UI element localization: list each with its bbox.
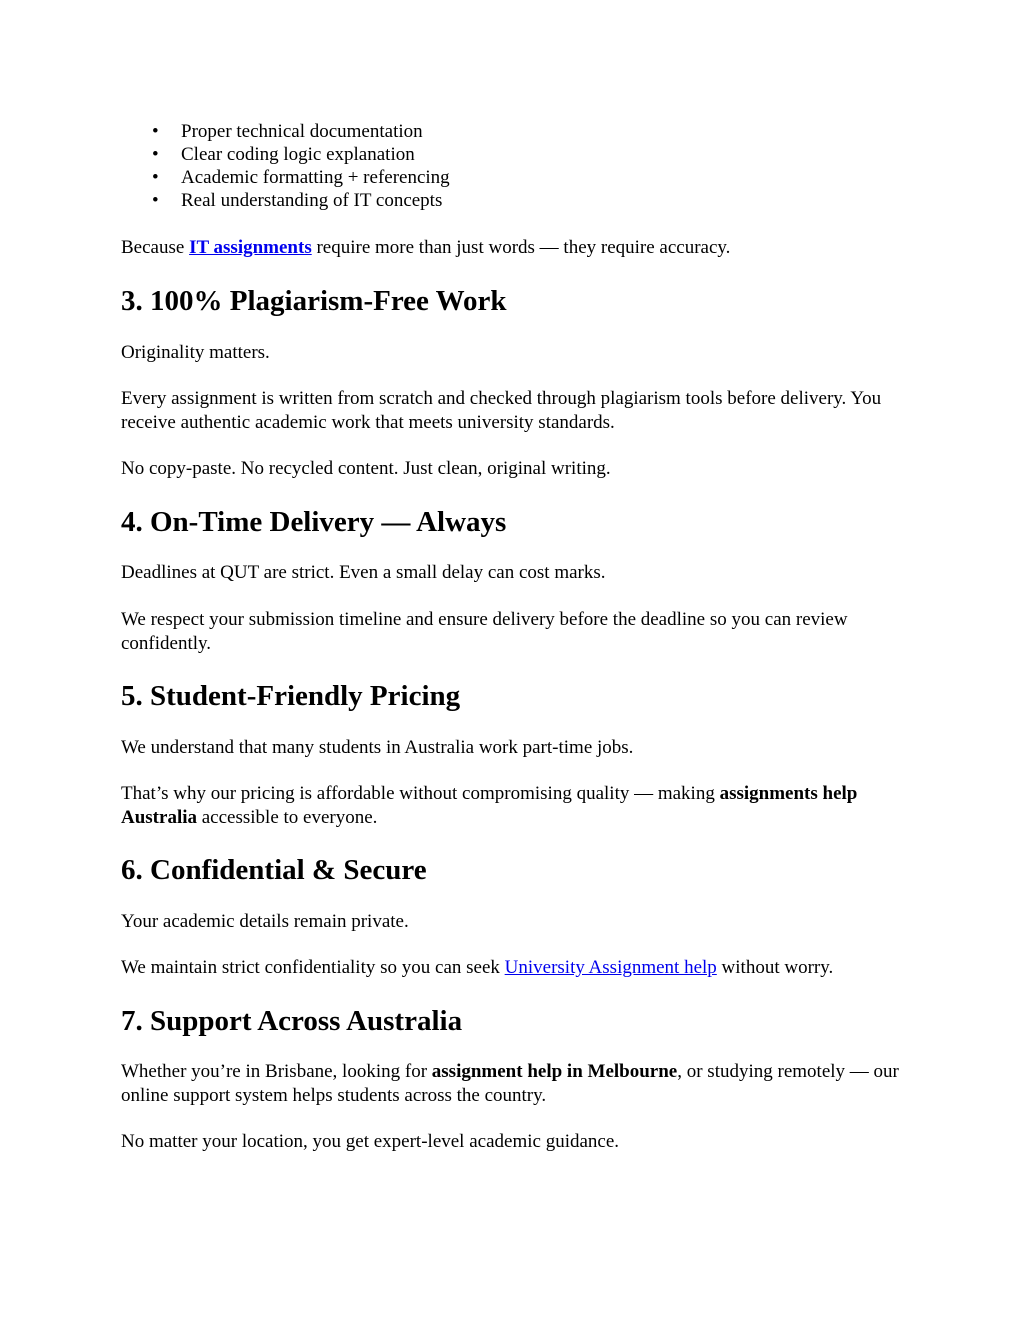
bullet-icon: • xyxy=(152,167,159,188)
paragraph xyxy=(121,1060,901,1107)
text: , or studying remotely — our online support system helps students across the country. xyxy=(121,1061,899,1106)
list-item-text: Proper technical documentation xyxy=(181,121,423,142)
heading-plagiarism-free: 3. 100% Plagiarism-Free Work xyxy=(121,285,507,317)
heading-on-time-delivery: 4. On-Time Delivery — Always xyxy=(121,506,507,538)
bold-text: assignment help in Melbourne xyxy=(431,1061,678,1082)
heading-confidential: 6. Confidential & Secure xyxy=(121,854,427,886)
list-item xyxy=(0,166,450,189)
bullet-icon: • xyxy=(152,121,159,142)
paragraph: Your academic details remain private. xyxy=(121,911,409,932)
text: Because xyxy=(121,237,190,258)
bullet-icon: • xyxy=(152,190,159,211)
it-assignments-link[interactable]: IT assignments xyxy=(189,237,312,258)
paragraph xyxy=(121,956,901,980)
bullet-icon: • xyxy=(152,144,159,165)
paragraph: Deadlines at QUT are strict. Even a small delay can cost marks. xyxy=(121,562,606,583)
text: We maintain strict confidentiality so you can seek xyxy=(121,957,505,978)
list-item-text: Clear coding logic explanation xyxy=(181,144,415,165)
text: That’s why our pricing is affordable without compromising quality — making xyxy=(121,783,720,804)
paragraph: No matter your location, you get expert-level academic guidance. xyxy=(121,1131,620,1152)
text: accessible to everyone. xyxy=(197,806,378,828)
paragraph: We respect your submission timeline and ensure delivery before the deadline so you can review confidently. xyxy=(121,609,848,654)
text: without worry. xyxy=(716,957,834,978)
list-item xyxy=(0,189,450,212)
list-item-text: Real understanding of IT concepts xyxy=(181,190,443,211)
text: Whether you’re in Brisbane, looking for xyxy=(121,1061,432,1082)
university-assignment-help-link[interactable]: University Assignment help xyxy=(504,957,717,978)
paragraph: Originality matters. xyxy=(121,342,270,363)
text: require more than just words — they require accuracy. xyxy=(311,237,731,258)
because-paragraph xyxy=(121,236,901,260)
heading-pricing: 5. Student-Friendly Pricing xyxy=(121,680,461,712)
paragraph: We understand that many students in Australia work part-time jobs. xyxy=(121,737,634,758)
list-item xyxy=(0,120,450,143)
list-item xyxy=(0,143,450,166)
heading-support-australia: 7. Support Across Australia xyxy=(121,1005,463,1037)
list-item-text: Academic formatting + referencing xyxy=(181,167,450,188)
paragraph xyxy=(121,782,901,829)
bold-text: assignments help Australia xyxy=(121,783,858,828)
paragraph: Every assignment is written from scratch and checked through plagiarism tools before delivery. You receive authentic academic work that meets university standards. xyxy=(121,388,882,433)
paragraph: No copy-paste. No recycled content. Just clean, original writing. xyxy=(121,458,611,479)
feature-bullet-list xyxy=(0,120,450,212)
